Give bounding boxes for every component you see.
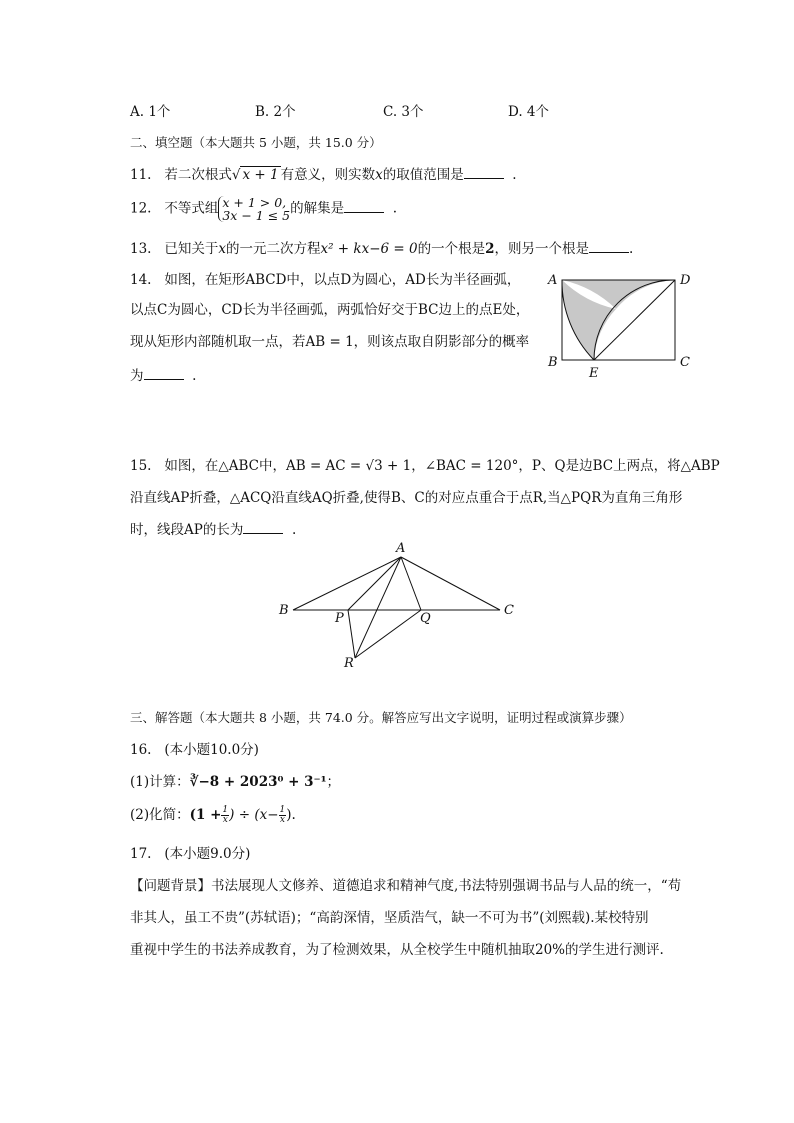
label-a: A <box>396 541 406 556</box>
question-16-part-1: (1)计算：∛−8 + 2023⁰ + 3⁻¹； <box>130 774 341 790</box>
question-14-line-2: 以点C为圆心，CD长为半径画弧，两弧恰好交于BC边上的点E处， <box>130 302 530 318</box>
segment-pr <box>348 610 355 658</box>
question-17-line-2: 非其人，虽工不贵”(苏轼语)；“高韵深情，坚质浩气，缺一不可为书”(刘熙载).某校特别 <box>130 910 649 926</box>
label-c: C <box>504 603 514 618</box>
question-16-header: 16. (本小题10.0分) <box>130 742 259 758</box>
segment-qr <box>355 610 421 658</box>
answer-blank[interactable] <box>464 165 504 179</box>
label-b: B <box>548 355 558 370</box>
label-r: R <box>344 656 354 670</box>
label-d: D <box>680 273 691 288</box>
segment-ap <box>348 557 401 610</box>
question-17-line-1: 【问题背景】书法展现人文修养、道德追求和精神气度,书法特别强调书品与人品的统一，“苟 <box>130 878 682 894</box>
question-15-line-1: 15. 如图，在△ABC中，AB = AC = √3 + 1，∠BAC = 120°，P、Q是边BC上两点，将△ABP <box>130 458 720 474</box>
answer-blank[interactable] <box>243 520 283 534</box>
label-q: Q <box>420 611 431 626</box>
question-14-line-1: 14. 如图，在矩形ABCD中，以点D为圆心，AD长为半径画弧， <box>130 272 521 288</box>
question-15-line-3: 时，线段AP的长为 . <box>130 522 297 538</box>
segment-ab <box>293 557 401 610</box>
label-p: P <box>335 611 344 626</box>
q10-option-b: B. 2个 <box>255 104 296 120</box>
question-16-part-2: (2)化简：(1 + $\frac{1}{x}$ ) ÷ (x− $\frac{1}{x}$ ). <box>130 805 296 825</box>
question-14-line-4: 为 . <box>130 368 197 384</box>
label-c: C <box>680 355 690 370</box>
triangle-fold-figure <box>275 540 520 670</box>
segment-aq <box>401 557 421 610</box>
label-e: E <box>589 366 599 380</box>
q10-option-a: A. 1个 <box>130 104 171 120</box>
question-13: 13. 已知关于x的一元二次方程x² + kx−6 = 0的一个根是2，则另一个根是 . <box>130 241 634 257</box>
rectangle-arc-figure <box>540 268 700 380</box>
question-11: 11. 若二次根式√ x + 1 有意义，则实数x的取值范围是 . <box>130 167 517 183</box>
section-2-heading: 二、填空题（本大题共 5 小题，共 15.0 分） <box>130 135 382 150</box>
segment-ar <box>355 557 401 658</box>
segment-ac <box>401 557 500 610</box>
question-15-line-2: 沿直线AP折叠，△ACQ沿直线AQ折叠,使得B、C的对应点重合于点R,当△PQR为直角三角形 <box>130 490 683 506</box>
answer-blank[interactable] <box>344 199 384 213</box>
answer-blank[interactable] <box>589 239 629 253</box>
question-14-line-3: 现从矩形内部随机取一点，若AB = 1，则该点取自阴影部分的概率 <box>130 334 530 350</box>
q10-option-c: C. 3个 <box>383 104 424 120</box>
question-12: 12. 不等式组 x + 1 > 0, 3x − 1 ≤ 5 的解集是 . <box>130 195 397 223</box>
question-17-line-3: 重视中学生的书法养成教育，为了检测效果，从全校学生中随机抽取20%的学生进行测评. <box>130 942 664 958</box>
answer-blank[interactable] <box>144 366 184 380</box>
q10-option-d: D. 4个 <box>508 104 550 120</box>
section-3-heading: 三、解答题（本大题共 8 小题，共 74.0 分。解答应写出文字说明，证明过程或演算步骤） <box>130 710 632 725</box>
question-17-header: 17. (本小题9.0分) <box>130 846 251 862</box>
label-a: A <box>548 273 558 288</box>
label-b: B <box>279 603 289 618</box>
inequality-system: x + 1 > 0, 3x − 1 ≤ 5 <box>218 196 290 222</box>
